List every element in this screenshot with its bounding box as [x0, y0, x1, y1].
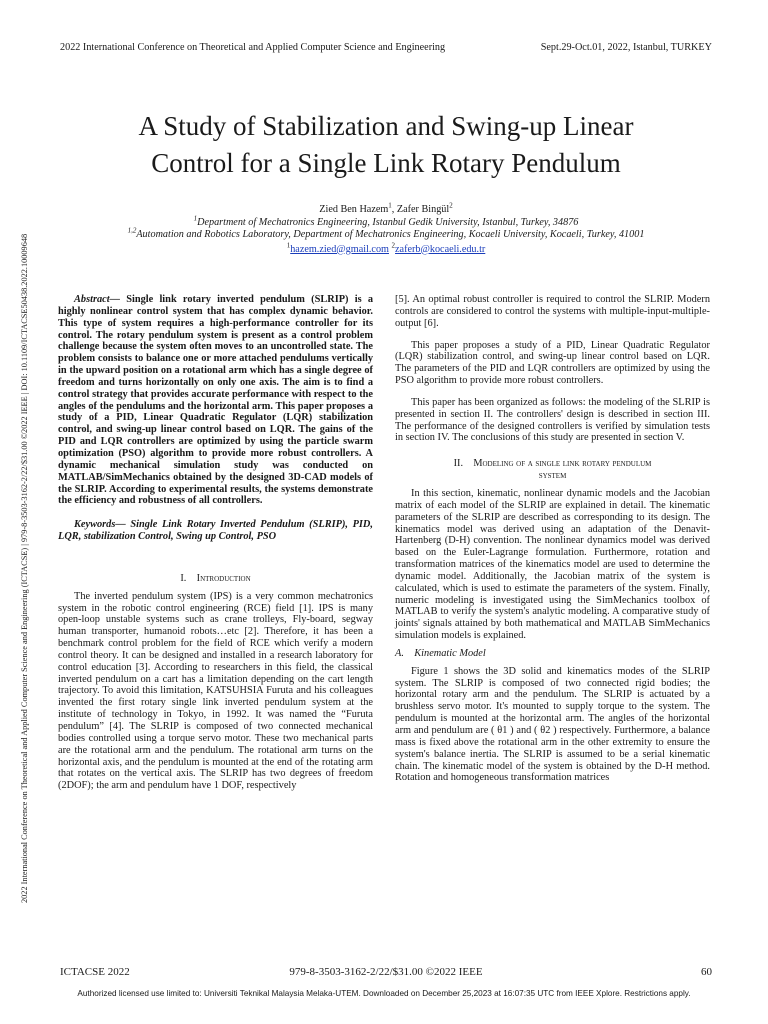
modeling-paragraph: In this section, kinematic, nonlinear dynamic models and the Jacobian matrix of each model of the SLRIP are explained in detail. The kinematic parameters of the SLRIP are described as corresponding to its design. The kinematics model was derived using an adaptation of the Denavit-Hartenberg (D-H) convention. The nonlinear dynamics model was derived based on the Euler-Lagrange formulation. Furthermore, rotation and transformation matrices of the kinematics model are used to determine the dynamic model. Additionally, the Jacobian matrix of the system is calculated, which is used to estimate the parameters of the system. Finally, numeric modeling is investigated using the SimMechanics toolbox of MATLAB to verify the system's analytic modeling. A comparative study of joints' signals attained by both mathematical and MATLAB SimMechanics simulation models is explained. [395, 487, 710, 642]
conference-dates: Sept.29-Oct.01, 2022, Istanbul, TURKEY [540, 42, 712, 53]
side-strip [12, 0, 28, 1024]
title-line-1: A Study of Stabilization and Swing-up Linear [138, 111, 634, 141]
author-2-sup: 2 [449, 201, 453, 210]
affiliation-1-text: Department of Mechatronics Engineering, Istanbul Gedik University, Istanbul, Turkey, 34876 [197, 216, 579, 228]
affiliation-1-sup: 1 [193, 214, 198, 223]
right-paragraph-3: This paper has been organized as follows: the modeling of the SLRIP is presented in section II. The controllers' design is described in section III. The performance of the designed controllers is verified by simulation tests in section IV. The conclusions of this study are presented in section V. [395, 396, 710, 444]
right-paragraph-2: This paper proposes a study of a PID, Linear Quadratic Regulator (LQR) stabilization control, and swing-up linear control based on LQR. The parameters of the PID and LQR controllers are optimized by using the PSO algorithm to provide more robust controllers. [395, 339, 710, 387]
left-column [58, 294, 373, 792]
section-heading-introduction: I. Introduction [180, 572, 251, 584]
abstract-label: Abstract— [74, 294, 120, 305]
abstract [58, 294, 373, 507]
author-names [60, 201, 712, 217]
conference-header [60, 42, 712, 53]
author-1: Zied Ben Hazem [319, 204, 389, 215]
affiliation-2-sup: 1,2 [127, 226, 137, 235]
intro-paragraph: The inverted pendulum system (IPS) is a very common mechatronics system in the robotic control engineering (RCE) field [1]. IPS is many open-loop unstable systems such as crane trolleys, Fly-board, segway human transporter, humanoid robots…etc [2]. Therefore, it has been a benchmark control problem for the field of RCE which verify a modern control theory. It can be designed and installed in a research laboratory for control education [3]. According to researchers in this field, the classical inverted pendulum on a cart has a limitation depending on the cart length trajectory. To avoid this limitation, KATSUHSIA Furuta and his colleagues invented the first rotary single link inverted pendulum system at the institute of technology in Tokyo, in 1992. It was named the “Furuta pendulum” [4]. The SLRIP is composed of two connected mechanical bodies controlled using a torque servo motor. These two mechanical parts are the rotational arm and the pendulum. The rotational arm turns on the horizontal axis, and the pendulum is mounted at the end of the rotating arm that rotates on the vertical axis. The SLRIP has two degrees of freedom (2DOF); the arm and pendulum have 1 DOF, respectively [58, 590, 373, 792]
author-1-sup: 1 [388, 201, 392, 210]
page-number: 60 [701, 966, 712, 978]
subsection-heading-kinematic: A. Kinematic Model [395, 647, 486, 659]
email-link-2[interactable]: zaferb@kocaeli.edu.tr [395, 243, 486, 255]
paper-title [60, 108, 712, 182]
keywords-label: Keywords— [74, 519, 126, 531]
email-link-1[interactable]: hazem.zied@gmail.com [290, 243, 389, 255]
keywords [58, 519, 373, 543]
section-heading-modeling-line-2: system [538, 470, 567, 482]
kinematic-paragraph: Figure 1 shows the 3D solid and kinematics modes of the SLRIP system. The SLRIP is composed of two connected rigid bodies; the horizontal rotary arm and the pendulum. The SLRIP is actuated by a brushless servo motor. It's mounted to supply torque to the system. The pendulum is mounted at the horizontal arm. The angles of the horizontal arm and pendulum are ( θ1 ) and ( θ2 ) respectively. Furthermore, a balance mass is fixed above the rotational arm in the other extremity to ensure the system's balance inertia. The SLRIP is assumed to be a serial kinematic chain. The kinematic model of the system is obtained by the D-H method. Rotation and homogeneous transformation matrices [395, 665, 710, 784]
right-column [395, 294, 710, 784]
footer-center: 979-8-3503-3162-2/22/$31.00 ©2022 IEEE [289, 966, 483, 978]
title-line-2: Control for a Single Link Rotary Pendulum [151, 148, 621, 178]
authorized-use-note: Authorized licensed use limited to: Universiti Teknikal Malaysia Melaka-UTEM. Downloaded on December 25,2023 at 16:07:35 UTC from IEEE Xplore. Restrictions apply. [77, 989, 691, 998]
affiliation-2 [60, 226, 712, 242]
author-emails [60, 241, 712, 257]
footer-left: ICTACSE 2022 [60, 966, 130, 978]
section-heading-modeling: II. Modeling of a single link rotary pendulum [453, 458, 652, 470]
right-paragraph-1: [5]. An optimal robust controller is required to control the SLRIP. Modern controls are considered to control the systems with multiple-input-multiple-output [6]. [395, 294, 710, 329]
email-2-sup: 2 [391, 241, 396, 250]
affiliation-1 [60, 214, 712, 230]
email-1-sup: 1 [286, 241, 291, 250]
side-citation: 2022 International Conference on Theoretical and Applied Computer Science and Engineering (ICTACSE) | 979-8-3503-3162-2/22/$31.00 ©2022 IEEE | DOI: 10.1109/ICTACSE50438.2022.10009648 [20, 233, 29, 903]
author-2: Zafer Bingül [396, 204, 450, 215]
author-block [60, 201, 712, 256]
conference-name: 2022 International Conference on Theoretical and Applied Computer Science and Engineering [60, 42, 446, 53]
affiliation-2-text: Automation and Robotics Laboratory, Department of Mechatronics Engineering, Kocaeli University, Kocaeli, Turkey, 41001 [136, 229, 645, 240]
author-sep: , [391, 204, 397, 215]
abstract-text: Single link rotary inverted pendulum (SLRIP) is a highly nonlinear control system that has complex dynamic behavior. This type of system requires a high-performance controller for its control. The rotary pendulum system is present as a control problem challenge because the system often moves to an uncontrolled state. The problem consists to balance one or more attached pendulums vertically in the upward position on a rotational arm which has a single degree of freedom and turns horizontally on only one axis. The aim is to find a control strategy that provides accurate performance with respect to the angles of the pendulums and the horizontal arm. This paper proposes a study of a PID, Linear Quadratic Regulator (LQR) stabilization control, and swing-up linear control based on LQR. The gains of the PID and LQR controllers are optimized by using the particle swarm optimization (PSO) algorithm to provide more robust controllers. A dynamic mechanical simulation study was conducted on MATLAB/SimMechanics obtained by the designed 3D-CAD models of the SLRIP. According to experimental results, the systems demonstrate the efficiency and robustness of all controllers. [58, 294, 373, 507]
keywords-text: Single Link Rotary Inverted Pendulum (SLRIP), PID, LQR, stabilization Control, Swing up Control, PSO [58, 519, 373, 543]
